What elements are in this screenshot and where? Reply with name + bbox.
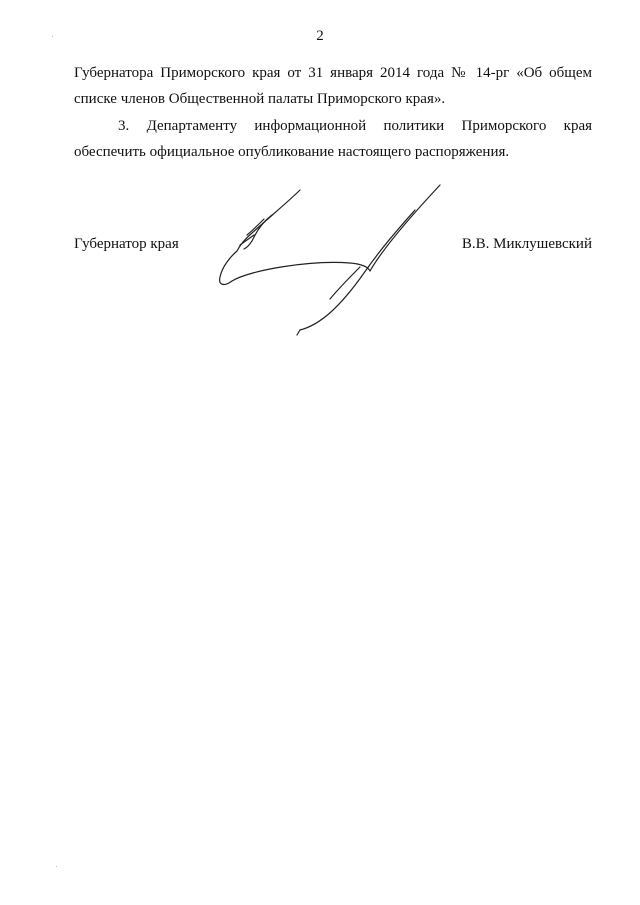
page-number: 2 xyxy=(316,28,324,44)
handwritten-signature xyxy=(200,175,450,340)
item-3-line-1: 3. Департаменту информационной политики Приморского края xyxy=(118,118,592,134)
paragraph-line-2: списке членов Общественной палаты Приморского края». xyxy=(74,91,446,107)
scan-speck xyxy=(56,866,57,867)
signatory-position: Губернатор края xyxy=(74,236,179,252)
paragraph-line-1: Губернатора Приморского края от 31 января 2014 года № 14-рг «Об общем xyxy=(74,65,592,81)
signatory-name: В.В. Миклушевский xyxy=(461,236,592,252)
item-3-line-2: обеспечить официальное опубликование настоящего распоряжения. xyxy=(74,144,510,160)
scan-speck xyxy=(52,36,53,37)
